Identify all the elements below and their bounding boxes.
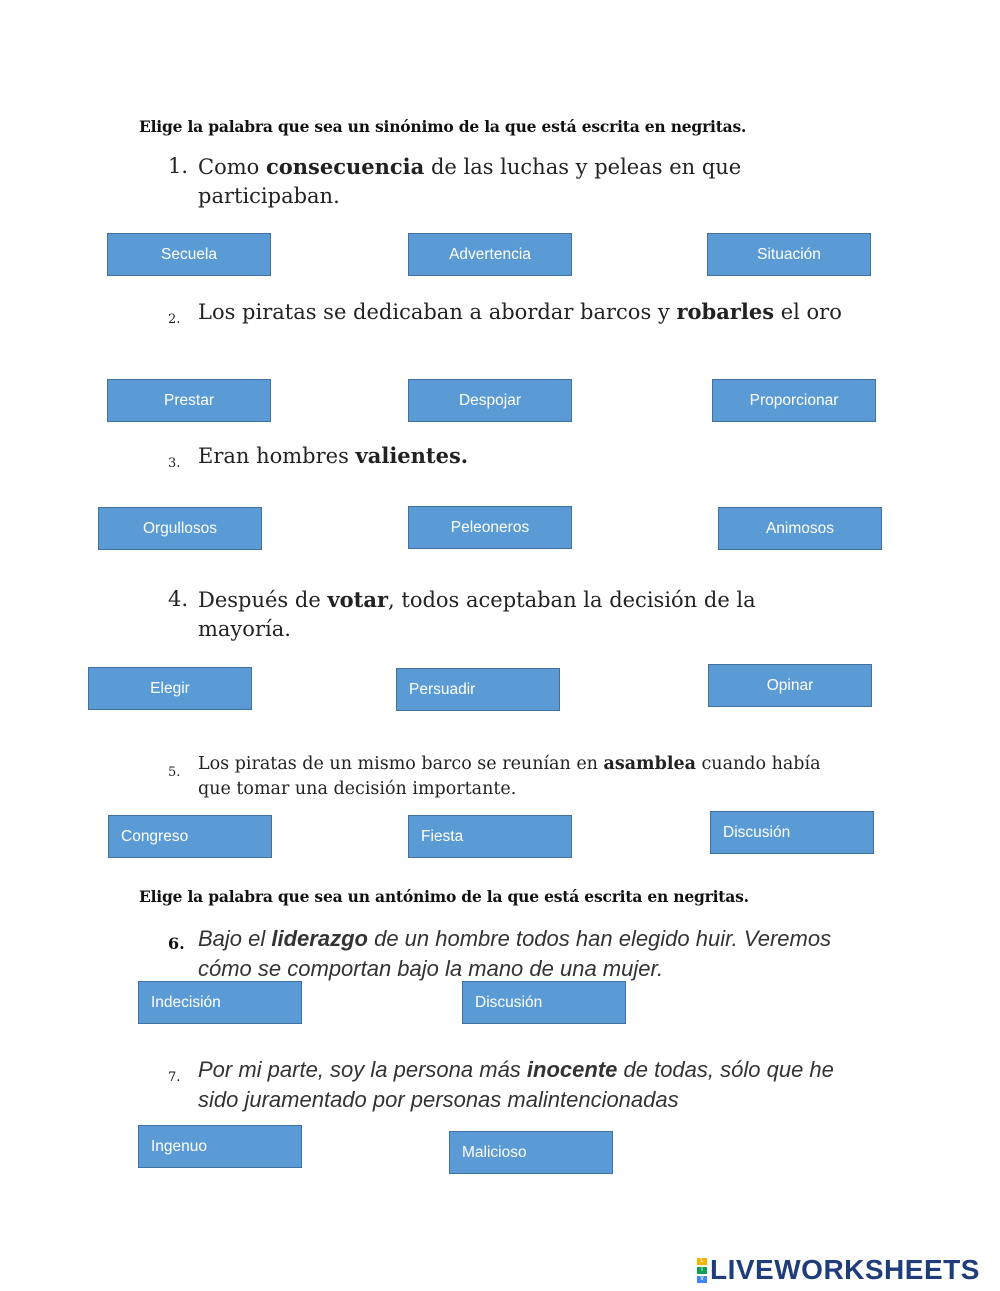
- question-text: el oro: [774, 300, 842, 324]
- liveworksheets-logo: [697, 1253, 980, 1287]
- option-elegir-button[interactable]: Elegir: [88, 667, 252, 710]
- question-number: 2.: [168, 312, 181, 327]
- synonym-instruction: Elige la palabra que sea un sinónimo de la que está escrita en negritas.: [139, 117, 747, 136]
- logo-mark-icon: L I V: [697, 1257, 707, 1284]
- option-opinar-button[interactable]: Opinar: [708, 664, 872, 707]
- question-text: , todos aceptaban la decisión de la mayoría.: [198, 588, 756, 641]
- question-text: Los piratas de un mismo barco se reunían en: [198, 754, 604, 774]
- question-text: Los piratas se dedicaban a abordar barcos y: [198, 300, 677, 324]
- option-despojar-button[interactable]: Despojar: [408, 379, 572, 422]
- question-number: 5.: [168, 765, 181, 780]
- question-text: Como: [198, 155, 266, 179]
- bold-keyword: consecuencia: [265, 154, 425, 179]
- option-discusion-button[interactable]: Discusión: [710, 811, 874, 854]
- bold-keyword: inocente: [526, 1057, 618, 1082]
- option-animosos-button[interactable]: Animosos: [718, 507, 882, 550]
- question-number: 1.: [168, 154, 189, 178]
- bold-keyword: asamblea: [603, 754, 696, 774]
- question-text: Eran hombres: [198, 444, 356, 468]
- question-text: cuando había que tomar una decisión importante.: [198, 754, 821, 799]
- option-situacion-button[interactable]: Situación: [707, 233, 871, 276]
- question-number: 7.: [168, 1070, 181, 1085]
- question-text: de las luchas y peleas en que participaban.: [198, 155, 742, 208]
- bold-keyword: votar: [327, 587, 389, 612]
- option-secuela-button[interactable]: Secuela: [107, 233, 271, 276]
- question-text: de todas, sólo que he sido juramentado por personas malintencionadas: [198, 1057, 834, 1112]
- question-number: 6.: [168, 934, 185, 953]
- logo-text: LIVEWORKSHEETS: [710, 1254, 980, 1285]
- option-prestar-button[interactable]: Prestar: [107, 379, 271, 422]
- question-text: Después de: [198, 588, 328, 612]
- bold-keyword: robarles: [676, 299, 775, 324]
- option-fiesta-button[interactable]: Fiesta: [408, 815, 572, 858]
- question-number: 4.: [168, 587, 189, 611]
- option-indecision-button[interactable]: Indecisión: [138, 981, 302, 1024]
- option-discusion-antonym-button[interactable]: Discusión: [462, 981, 626, 1024]
- option-malicioso-button[interactable]: Malicioso: [449, 1131, 613, 1174]
- question-text: Por mi parte, soy la persona más: [198, 1057, 527, 1082]
- option-persuadir-button[interactable]: Persuadir: [396, 668, 560, 711]
- bold-keyword: liderazgo: [271, 926, 368, 951]
- option-peleoneros-button[interactable]: Peleoneros: [408, 506, 572, 549]
- option-proporcionar-button[interactable]: Proporcionar: [712, 379, 876, 422]
- bold-keyword: valientes.: [355, 443, 469, 468]
- question-text: de un hombre todos han elegido huir. Veremos cómo se comportan bajo la mano de una mujer.: [198, 926, 832, 981]
- question-text: Bajo el: [198, 926, 272, 951]
- option-orgullosos-button[interactable]: Orgullosos: [98, 507, 262, 550]
- option-advertencia-button[interactable]: Advertencia: [408, 233, 572, 276]
- option-ingenuo-button[interactable]: Ingenuo: [138, 1125, 302, 1168]
- antonym-instruction: Elige la palabra que sea un antónimo de la que está escrita en negritas.: [139, 887, 749, 906]
- question-number: 3.: [168, 456, 181, 471]
- option-congreso-button[interactable]: Congreso: [108, 815, 272, 858]
